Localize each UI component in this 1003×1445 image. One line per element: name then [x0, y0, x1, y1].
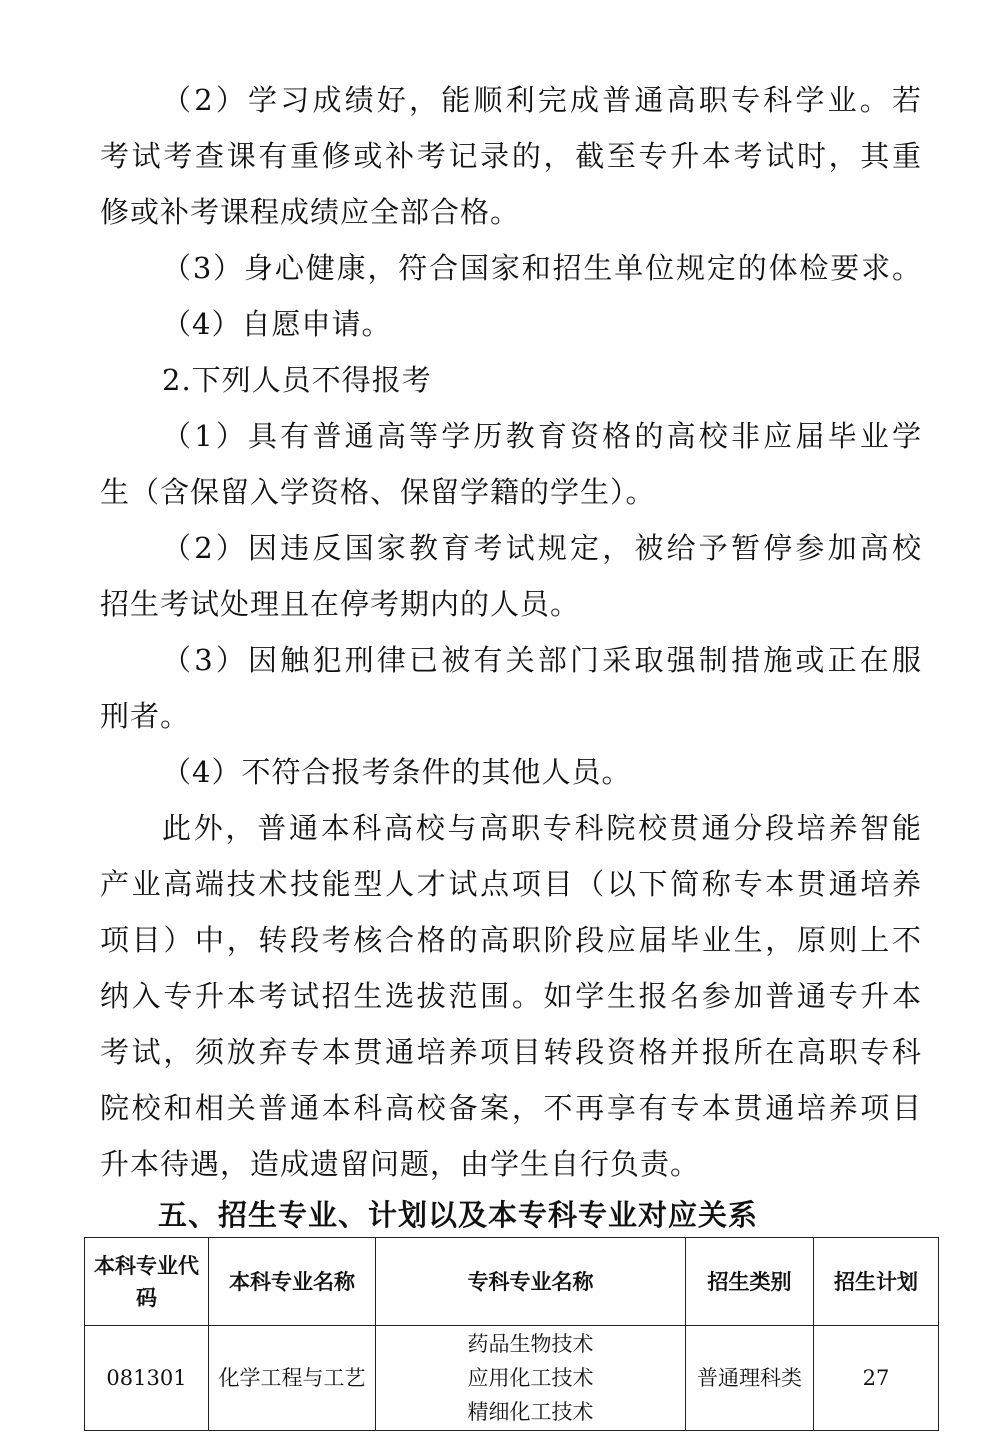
cell-category: 普通理科类	[686, 1326, 814, 1431]
college-major-item: 应用化工技术	[467, 1366, 594, 1390]
body-line: （3）因触犯刑律已被有关部门采取强制措施或正在服	[162, 643, 922, 677]
body-line: 此外，普通本科高校与高职专科院校贯通分段培养智能	[162, 811, 922, 845]
body-line: 产业高端技术技能型人才试点项目（以下简称专本贯通培养	[100, 867, 922, 901]
body-line: 升本待遇，造成遗留问题，由学生自行负责。	[100, 1147, 701, 1181]
body-line: （2）学习成绩好，能顺利完成普通高职专科学业。若	[162, 83, 922, 117]
header-plan: 招生计划	[814, 1238, 939, 1326]
section-heading: 五、招生专业、计划以及本专科专业对应关系	[158, 1198, 759, 1232]
body-line: 院校和相关普通本科高校备案，不再享有专本贯通培养项目	[100, 1091, 922, 1125]
body-line: （2）因违反国家教育考试规定，被给予暂停参加高校	[162, 531, 922, 565]
enrollment-plan-table	[84, 1237, 939, 1431]
college-major-item: 药品生物技术	[467, 1332, 594, 1356]
table-row	[85, 1326, 939, 1431]
cell-undergrad-code: 081301	[85, 1326, 209, 1431]
body-line: 生（含保留入学资格、保留学籍的学生）。	[100, 475, 656, 509]
body-line: 纳入专升本考试招生选拔范围。如学生报名参加普通专升本	[100, 979, 922, 1013]
body-line: （4）不符合报考条件的其他人员。	[162, 755, 632, 789]
header-category: 招生类别	[686, 1238, 814, 1326]
body-line: 考试，须放弃专本贯通培养项目转段资格并报所在高职专科	[100, 1035, 922, 1069]
body-line: 考试考查课有重修或补考记录的，截至专升本考试时，其重	[100, 139, 922, 173]
header-undergrad-code: 本科专业代码	[85, 1238, 209, 1326]
body-line: 2.下列人员不得报考	[162, 363, 432, 397]
body-line: （4）自愿申请。	[162, 307, 392, 341]
cell-plan: 27	[814, 1326, 939, 1431]
body-line: 刑者。	[100, 699, 191, 733]
header-undergrad-name: 本科专业名称	[209, 1238, 376, 1326]
cell-undergrad-name: 化学工程与工艺	[209, 1326, 376, 1431]
header-college-majors: 专科专业名称	[376, 1238, 686, 1326]
body-line: （3）身心健康，符合国家和招生单位规定的体检要求。	[162, 251, 922, 285]
table-header-row	[85, 1238, 939, 1326]
body-line: 项目）中，转段考核合格的高职阶段应届毕业生，原则上不	[100, 923, 922, 957]
body-line: 招生考试处理且在停考期内的人员。	[100, 587, 581, 621]
cell-college-majors	[376, 1326, 686, 1431]
body-line: 修或补考课程成绩应全部合格。	[100, 195, 521, 229]
body-line: （1）具有普通高等学历教育资格的高校非应届毕业学	[162, 419, 922, 453]
college-major-item: 精细化工技术	[467, 1400, 594, 1424]
